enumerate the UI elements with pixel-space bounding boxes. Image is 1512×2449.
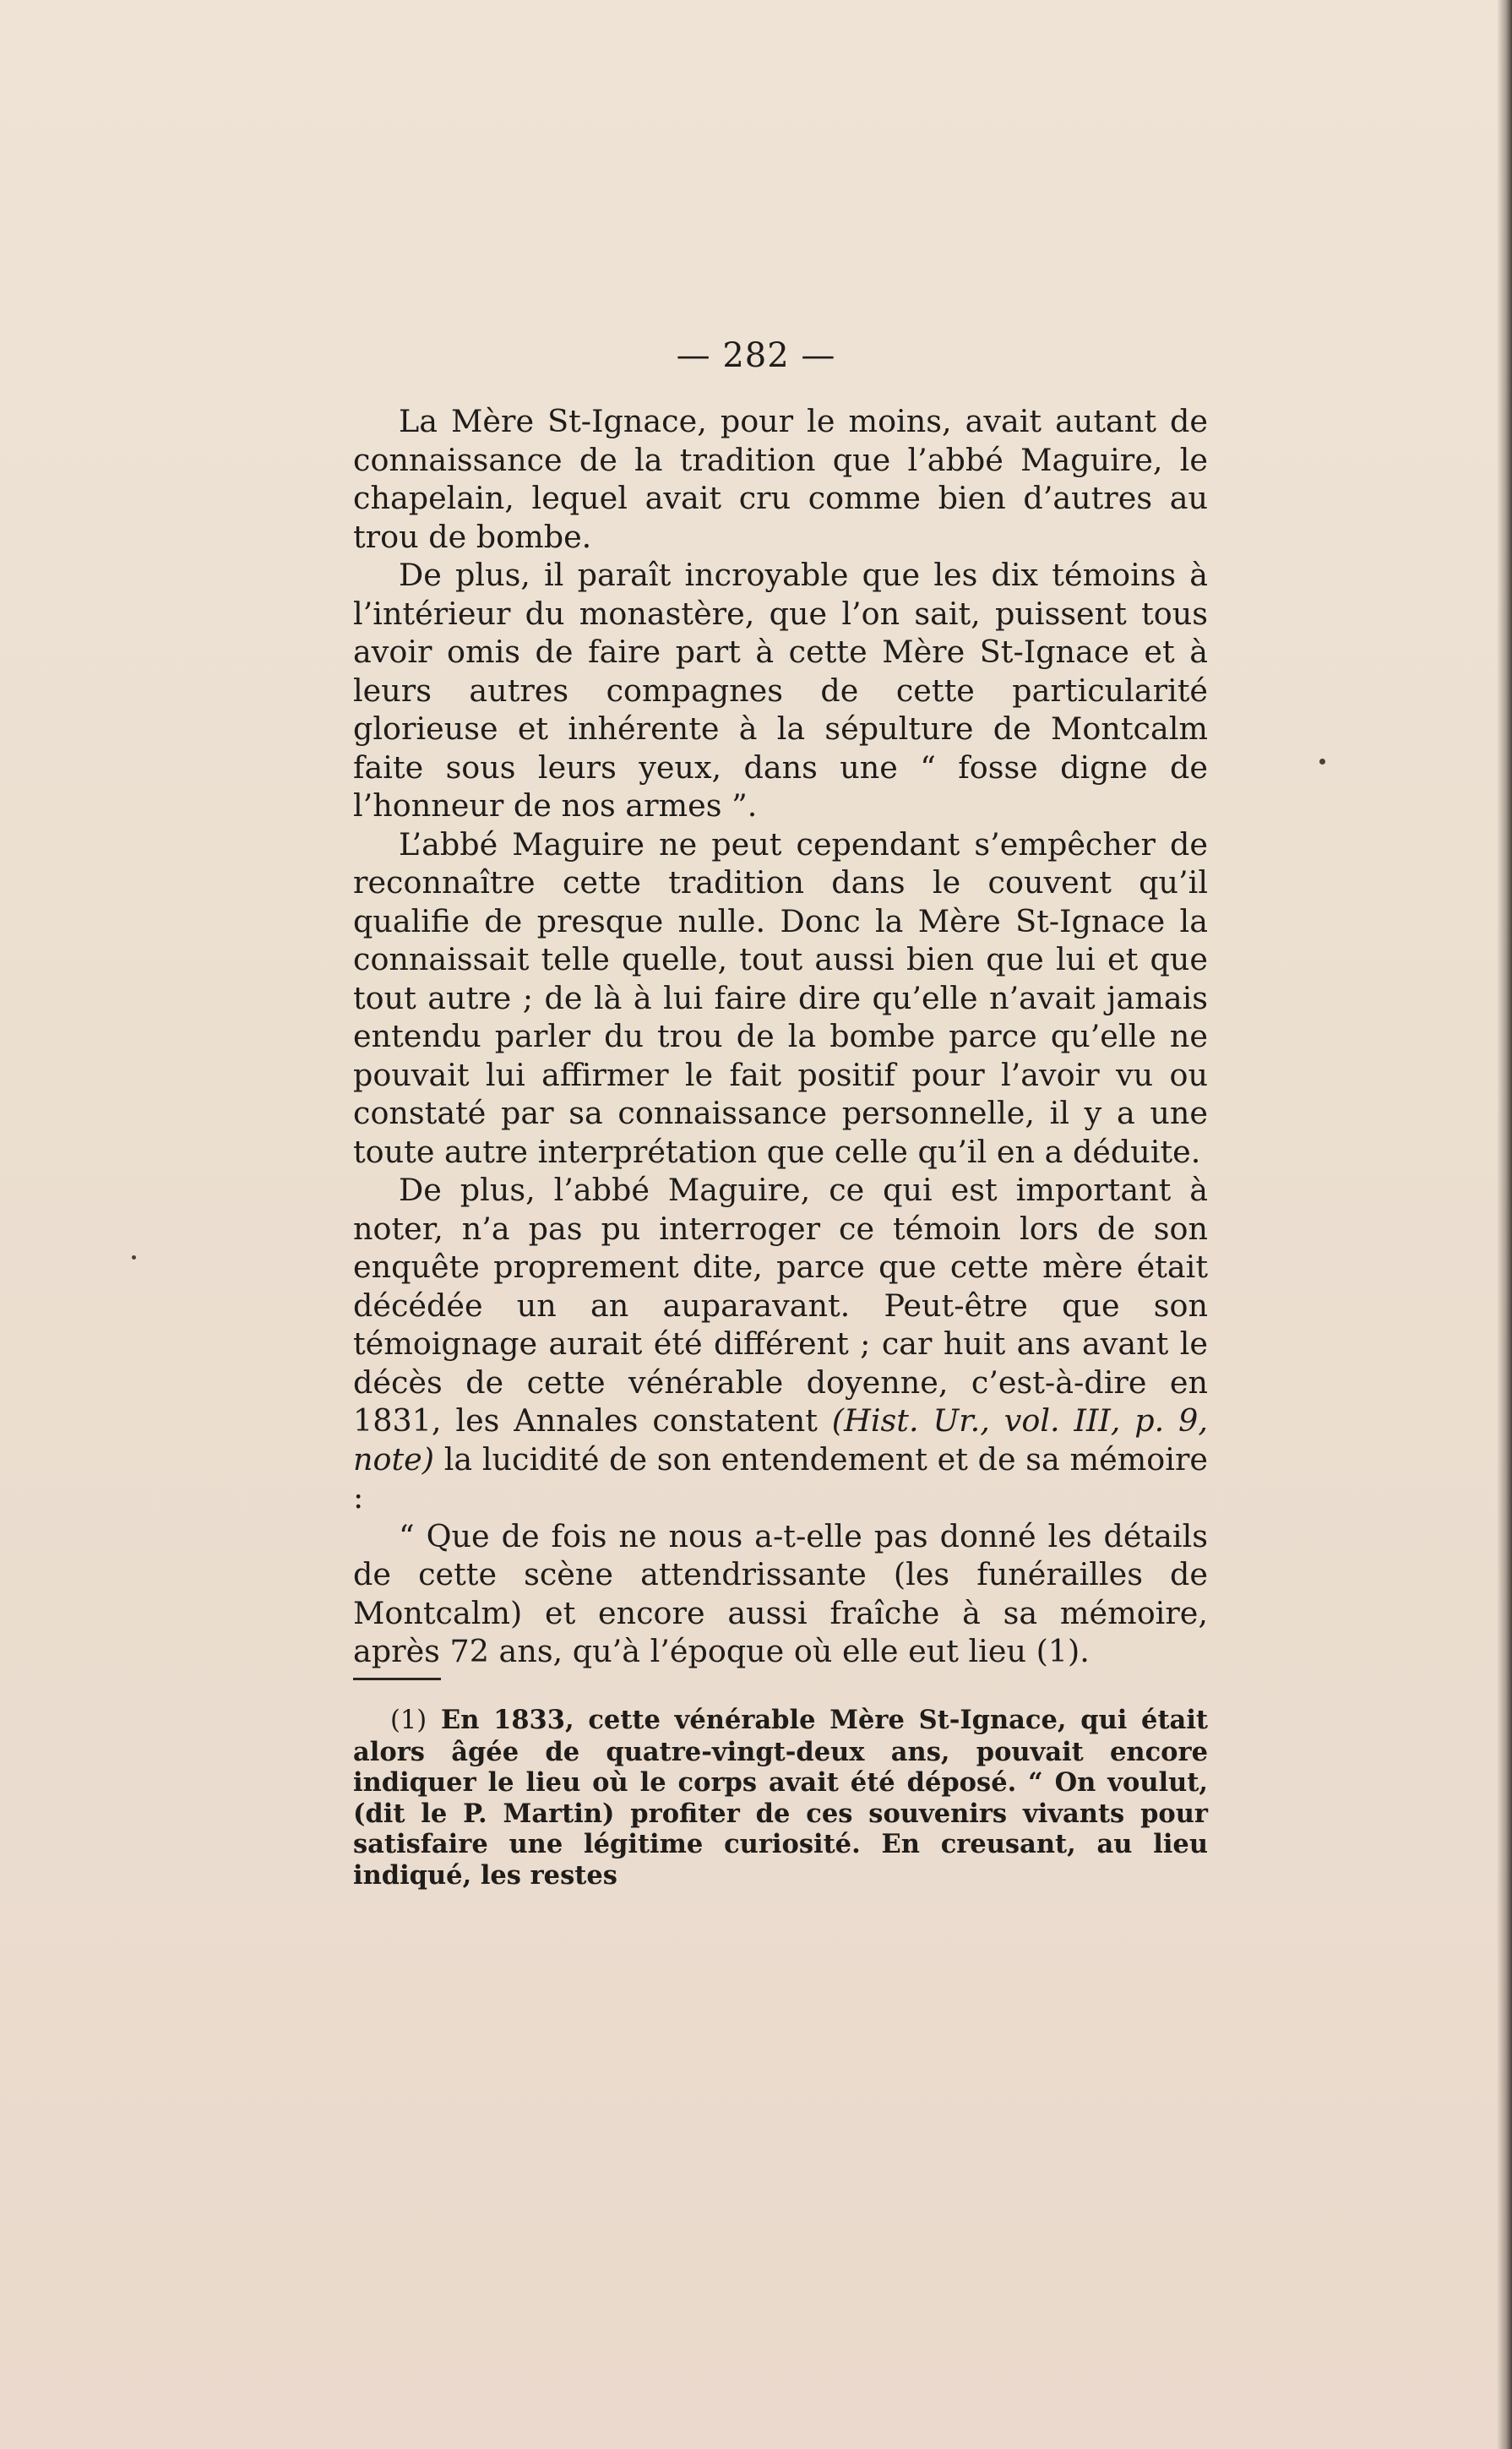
citation-reference: (Hist. Ur., vol. III, p. 9, note) [353,1402,1208,1478]
footnote-divider [353,1678,441,1680]
paragraph-5-quote [353,1517,1208,1671]
quote-end: . [1080,1633,1090,1669]
quote-text: “ Que de fois ne nous a-t-elle pas donné les détails de cette scène attendrissante (les funérailles de Montcalm) et encore aussi fraîche à sa mémoire, après 72 ans, qu’à l’époque où elle eut lieu [353,1517,1208,1669]
paragraph-4-text-after: la lucidité de son entendement et de sa mémoire : [353,1440,1208,1516]
footnote [353,1705,1208,1891]
paragraph-3: L’abbé Maguire ne peut cependant s’empêcher de reconnaître cette tradition dans le couvent qu’il qualifie de presque nulle. Donc la Mère St-Ignace la connaissait telle quelle, tout aussi bien que lui et que tout autre ; de là à lui faire dire qu’elle n’avait jamais entendu parler du trou de la bombe parce qu’elle ne pouvait lui affirmer le fait positif pour l’avoir vu ou constaté par sa connaissance personnelle, il y a une toute autre interprétation que celle qu’il en a déduite. [353,825,1208,1170]
paper-speck [1319,759,1325,765]
footnote-reference: (1) [1036,1633,1080,1669]
page-number: — 282 — [676,336,836,375]
paragraph-2: De plus, il paraît incroyable que les dix témoins à l’intérieur du monastère, que l’on sait, puissent tous avoir omis de faire part à cette Mère St-Ignace et à leurs autres compagnes de cette particularité glorieuse et inhérente à la sépulture de Montcalm faite sous leurs yeux, dans une “ fosse digne de l’honneur de nos armes ”. [353,557,1208,824]
footnote-marker: (1) [390,1706,427,1735]
paragraph-4 [353,1171,1208,1517]
footnote-text: En 1833, cette vénérable Mère St-Ignace, qui était alors âgée de quatre-vingt-deux ans, pouvait encore indiquer le lieu où le corps avait été déposé. “ On voulut, (dit le P. Martin) profiter de ces souvenirs vivants pour satisfaire une légitime curiosité. En creusant, au lieu indiqué, les restes [353,1705,1208,1891]
paper-speck [132,1255,136,1260]
paragraph-1: La Mère St-Ignace, pour le moins, avait autant de connaissance de la tradition que l’abbé Maguire, le chapelain, lequel avait cru comme bien d’autres au trou de bombe. [353,403,1208,555]
paragraph-4-text-before: De plus, l’abbé Maguire, ce qui est important à noter, n’a pas pu interroger ce témoin lors de son enquête proprement dite, parce que cette mère était décédée un an auparavant. Peut-être que son témoignage aurait été différent ; car huit ans avant le décès de cette vénérable doyenne, c’est-à-dire en 1831, les Annales constatent [353,1172,1208,1439]
page-edge-shadow [1497,0,1512,2449]
body-text [353,402,1208,1671]
